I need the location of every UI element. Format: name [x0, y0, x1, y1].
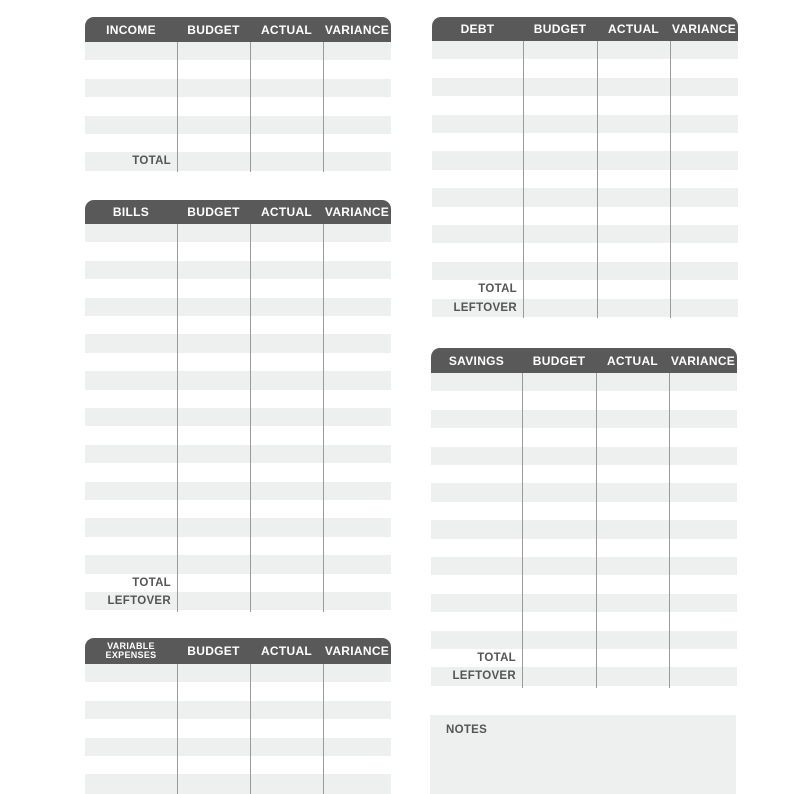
savings-row[interactable]	[431, 410, 737, 428]
income-col-budget: BUDGET	[187, 22, 240, 37]
bills-col-variance: VARIANCE	[324, 205, 390, 219]
bills-total-label: TOTAL	[132, 576, 171, 589]
column-divider	[177, 664, 178, 794]
debt-total-row[interactable]	[432, 280, 738, 298]
variable-expenses-table	[85, 638, 391, 794]
variable-expenses-title	[85, 638, 177, 664]
debt-col-budget: BUDGET	[533, 22, 587, 36]
income-header	[85, 17, 391, 42]
notes-label: NOTES	[446, 724, 488, 736]
debt-total-label: TOTAL	[478, 283, 517, 296]
debt-title: DEBT	[460, 22, 495, 36]
income-row[interactable]	[85, 97, 391, 115]
variable-expenses-col-budget: BUDGET	[187, 644, 240, 658]
income-row[interactable]	[85, 60, 391, 78]
bills-table	[85, 200, 391, 612]
bills-row[interactable]	[85, 316, 391, 334]
income-total-label: TOTAL	[132, 155, 171, 168]
savings-row[interactable]	[431, 373, 737, 391]
debt-row[interactable]	[432, 115, 738, 133]
savings-row[interactable]	[431, 520, 737, 538]
variable-expenses-title-line2: EXPENSES	[105, 650, 157, 660]
bills-leftover-label: LEFTOVER	[107, 595, 171, 607]
bills-row[interactable]	[85, 426, 391, 444]
debt-row[interactable]	[432, 188, 738, 206]
bills-row[interactable]	[85, 279, 391, 297]
notes-box[interactable]	[430, 715, 736, 794]
debt-row[interactable]	[432, 262, 738, 280]
income-total-row[interactable]	[85, 152, 391, 170]
debt-row[interactable]	[432, 225, 738, 243]
savings-row[interactable]	[431, 428, 737, 446]
debt-row[interactable]	[432, 243, 738, 261]
column-divider	[523, 41, 524, 318]
income-col-variance: VARIANCE	[324, 22, 390, 37]
savings-total-label: TOTAL	[477, 652, 516, 664]
savings-row[interactable]	[431, 502, 737, 520]
debt-row[interactable]	[432, 133, 738, 151]
debt-row[interactable]	[432, 59, 738, 77]
bills-row[interactable]	[85, 224, 391, 242]
savings-col-actual: ACTUAL	[606, 353, 659, 368]
debt-row[interactable]	[432, 96, 738, 114]
debt-leftover-row[interactable]	[432, 299, 738, 317]
variable-expenses-title-line1: VARIABLE	[107, 641, 155, 651]
debt-header	[432, 17, 738, 41]
bills-row[interactable]	[85, 482, 391, 500]
column-divider	[669, 373, 670, 688]
debt-col-variance: VARIANCE	[671, 22, 737, 36]
bills-row[interactable]	[85, 537, 391, 555]
bills-row[interactable]	[85, 353, 391, 371]
income-title: INCOME	[106, 22, 156, 37]
column-divider	[177, 224, 178, 612]
bills-row[interactable]	[85, 371, 391, 389]
income-row[interactable]	[85, 116, 391, 134]
savings-row[interactable]	[431, 539, 737, 557]
column-divider	[596, 373, 597, 688]
debt-row[interactable]	[432, 41, 738, 59]
savings-total-row[interactable]	[431, 649, 737, 667]
bills-row[interactable]	[85, 463, 391, 481]
bills-row[interactable]	[85, 261, 391, 279]
savings-row[interactable]	[431, 631, 737, 649]
savings-col-variance: VARIANCE	[670, 353, 736, 368]
column-divider	[522, 373, 523, 688]
savings-leftover-label: LEFTOVER	[452, 670, 516, 683]
column-divider	[250, 224, 251, 612]
debt-row[interactable]	[432, 170, 738, 188]
savings-row[interactable]	[431, 391, 737, 409]
debt-col-actual: ACTUAL	[607, 22, 660, 36]
column-divider	[250, 664, 251, 794]
bills-leftover-row[interactable]	[85, 592, 391, 610]
debt-table	[432, 17, 738, 318]
bills-row[interactable]	[85, 298, 391, 316]
debt-row[interactable]	[432, 78, 738, 96]
savings-row[interactable]	[431, 575, 737, 593]
debt-row[interactable]	[432, 207, 738, 225]
income-col-actual: ACTUAL	[260, 22, 313, 37]
savings-leftover-row[interactable]	[431, 667, 737, 685]
savings-row[interactable]	[431, 557, 737, 575]
savings-row[interactable]	[431, 594, 737, 612]
column-divider	[323, 664, 324, 794]
column-divider	[323, 224, 324, 612]
bills-title: BILLS	[112, 205, 150, 219]
savings-table	[431, 348, 737, 688]
bills-row[interactable]	[85, 445, 391, 463]
savings-row[interactable]	[431, 612, 737, 630]
bills-row[interactable]	[85, 500, 391, 518]
income-row[interactable]	[85, 79, 391, 97]
savings-row[interactable]	[431, 483, 737, 501]
debt-row[interactable]	[432, 151, 738, 169]
bills-row[interactable]	[85, 334, 391, 352]
income-table	[85, 17, 391, 172]
variable-expenses-row[interactable]	[85, 738, 391, 756]
bills-row[interactable]	[85, 555, 391, 573]
income-row[interactable]	[85, 42, 391, 60]
variable-expenses-row[interactable]	[85, 774, 391, 794]
bills-row[interactable]	[85, 408, 391, 426]
variable-expenses-col-variance: VARIANCE	[324, 644, 390, 658]
savings-row[interactable]	[431, 447, 737, 465]
variable-expenses-header	[85, 638, 391, 664]
variable-expenses-row[interactable]	[85, 664, 391, 682]
bills-header	[85, 200, 391, 224]
bills-col-budget: BUDGET	[187, 205, 240, 219]
savings-col-budget: BUDGET	[532, 353, 586, 368]
bills-row[interactable]	[85, 518, 391, 536]
variable-expenses-row[interactable]	[85, 719, 391, 737]
savings-title: SAVINGS	[448, 353, 505, 368]
variable-expenses-row[interactable]	[85, 701, 391, 719]
savings-header	[431, 348, 737, 373]
column-divider	[250, 42, 251, 172]
variable-expenses-row[interactable]	[85, 682, 391, 700]
column-divider	[323, 42, 324, 172]
bills-total-row[interactable]	[85, 574, 391, 592]
savings-row[interactable]	[431, 465, 737, 483]
variable-expenses-col-actual: ACTUAL	[260, 644, 313, 658]
column-divider	[670, 41, 671, 318]
bills-row[interactable]	[85, 390, 391, 408]
column-divider	[177, 42, 178, 172]
variable-expenses-row[interactable]	[85, 756, 391, 774]
income-row[interactable]	[85, 134, 391, 152]
bills-row[interactable]	[85, 242, 391, 260]
column-divider	[597, 41, 598, 318]
debt-leftover-label: LEFTOVER	[453, 301, 517, 314]
bills-col-actual: ACTUAL	[260, 205, 313, 219]
